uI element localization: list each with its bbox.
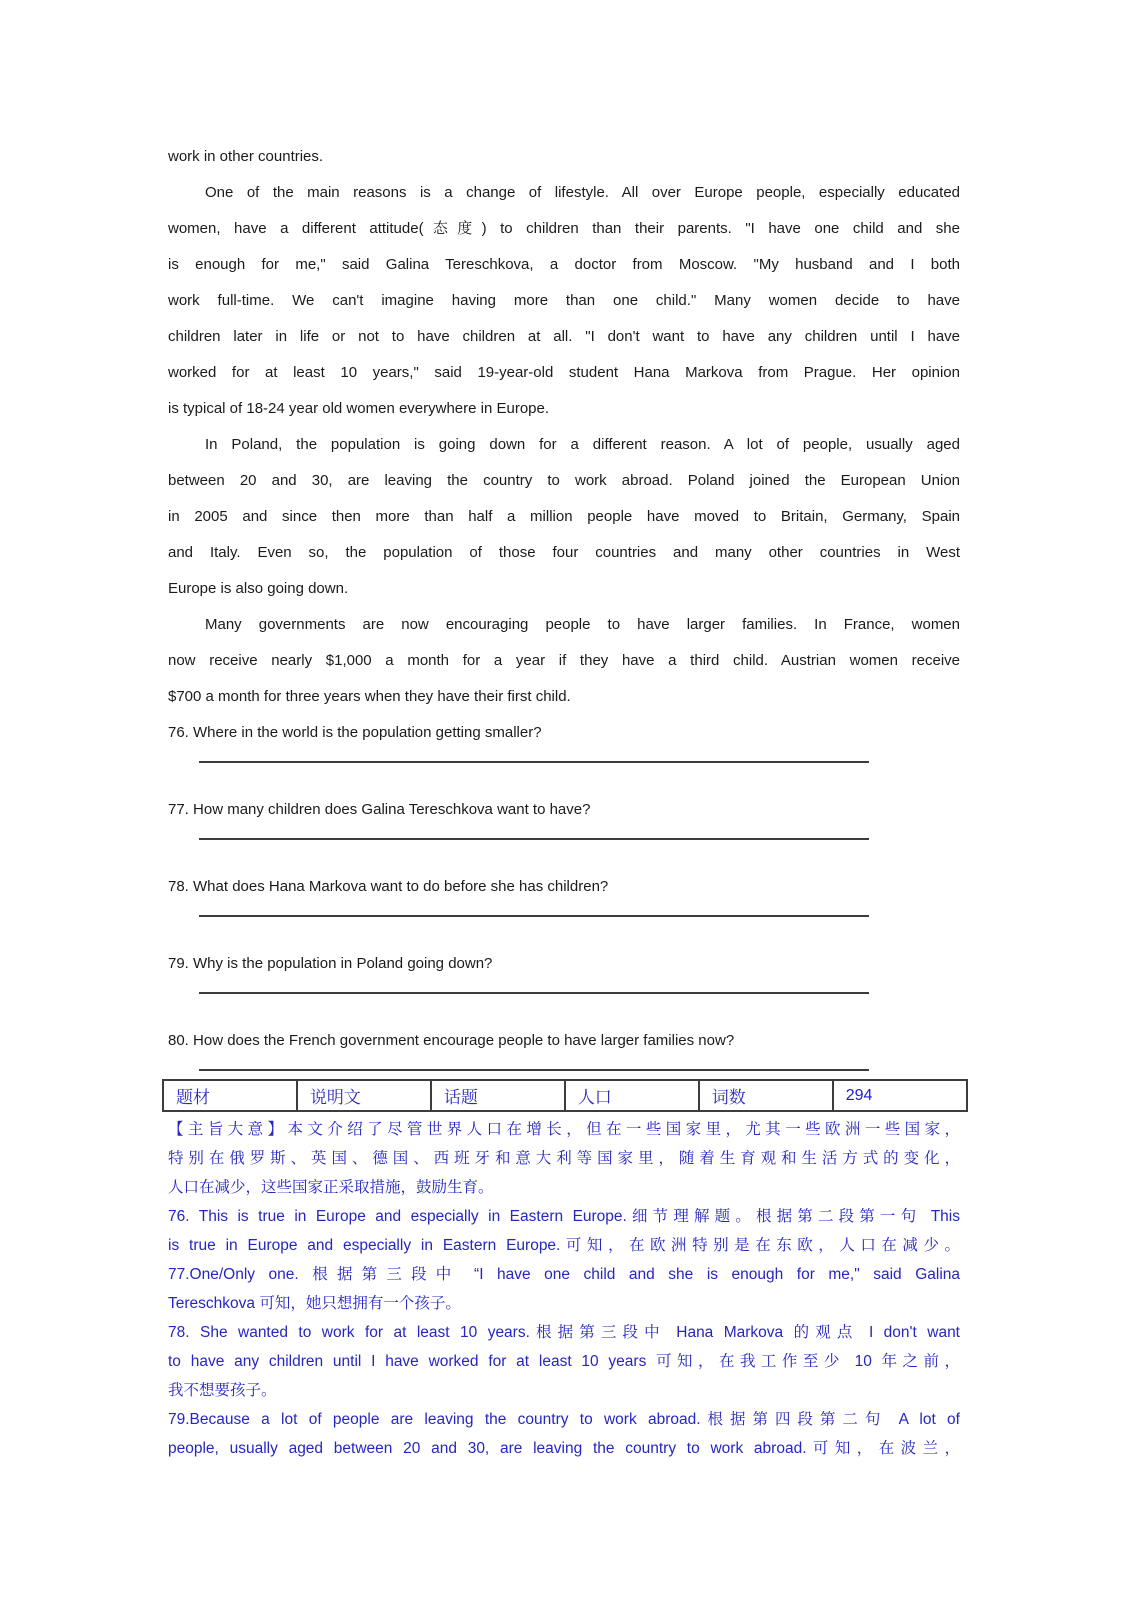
passage-line: $700 a month for three years when they have their first child. <box>168 688 571 705</box>
passage-line: is enough for me," said Galina Tereschkova, a doctor from Moscow. "My husband and I both <box>168 256 960 273</box>
info-table-row <box>163 1080 967 1111</box>
question-block-76 <box>168 715 960 763</box>
passage-line: work full-time. We can't imagine having more than one child." Many women decide to have <box>168 292 960 309</box>
answer-line: 我不想要孩子。 <box>168 1382 277 1399</box>
reading-passage <box>168 139 960 715</box>
answer-line: 77.One/Only one. 根据第三段中 “I have one child and she is enough for me," said Galina <box>168 1266 960 1283</box>
answer-blank-line <box>199 1069 869 1071</box>
passage-line: between 20 and 30, are leaving the country to work abroad. Poland joined the European Union <box>168 472 960 489</box>
answer-line: is true in Europe and especially in Eastern Europe.可知，在欧洲特别是在东欧，人口在减少。 <box>168 1237 960 1254</box>
answer-explanation-78 <box>168 1318 960 1405</box>
question-text: 80. How does the French government encourage people to have larger families now? <box>168 1032 735 1049</box>
analysis-section <box>168 1115 960 1463</box>
passage-line: in 2005 and since then more than half a million people have moved to Britain, Germany, Spain <box>168 508 960 525</box>
question-block-79 <box>168 946 960 994</box>
question-text: 79. Why is the population in Poland going down? <box>168 955 493 972</box>
summary-line: 特别在俄罗斯、英国、德国、西班牙和意大利等国家里，随着生育观和生活方式的变化， <box>168 1150 960 1167</box>
question-text: 78. What does Hana Markova want to do before she has children? <box>168 878 609 895</box>
passage-line: In Poland, the population is going down for a different reason. A lot of people, usually aged <box>205 436 960 453</box>
passage-line: worked for at least 10 years," said 19-year-old student Hana Markova from Prague. Her opinion <box>168 364 960 381</box>
passage-line: women, have a different attitude(态度) to children than their parents. "I have one child and she <box>168 220 960 237</box>
summary-line: 人口在减少，这些国家正采取措施，鼓励生育。 <box>168 1179 494 1196</box>
answer-line: people, usually aged between 20 and 30, are leaving the country to work abroad.可知，在波兰， <box>168 1440 960 1457</box>
answer-line: 78. She wanted to work for at least 10 years.根据第三段中 Hana Markova 的观点 I don't want <box>168 1324 960 1341</box>
passage-line: work in other countries. <box>168 148 324 165</box>
passage-line: Many governments are now encouraging people to have larger families. In France, women <box>205 616 960 633</box>
question-text: 76. Where in the world is the population getting smaller? <box>168 724 542 741</box>
info-table <box>162 1079 968 1112</box>
info-cell-genre-label: 题材 <box>163 1080 297 1111</box>
answer-blank-line <box>199 992 869 994</box>
main-idea-summary <box>168 1115 960 1202</box>
answer-blank-line <box>199 915 869 917</box>
info-cell-topic-value: 人口 <box>565 1080 699 1111</box>
answer-line: 79.Because a lot of people are leaving the country to work abroad.根据第四段第二句 A lot of <box>168 1411 960 1428</box>
answer-line: 76. This is true in Europe and especially in Eastern Europe.细节理解题。根据第二段第一句 This <box>168 1208 960 1225</box>
passage-line: One of the main reasons is a change of lifestyle. All over Europe people, especially educated <box>205 184 960 201</box>
passage-line: now receive nearly $1,000 a month for a year if they have a third child. Austrian women receive <box>168 652 960 669</box>
question-block-78 <box>168 869 960 917</box>
answer-line: Tereschkova 可知，她只想拥有一个孩子。 <box>168 1295 461 1312</box>
passage-line: is typical of 18-24 year old women everywhere in Europe. <box>168 400 550 417</box>
summary-line: 【主旨大意】本文介绍了尽管世界人口在增长，但在一些国家里，尤其一些欧洲一些国家， <box>168 1121 960 1138</box>
question-text: 77. How many children does Galina Tereschkova want to have? <box>168 801 591 818</box>
answer-explanation-77 <box>168 1260 960 1318</box>
info-cell-wordcount-label: 词数 <box>699 1080 833 1111</box>
passage-paragraph <box>168 607 960 715</box>
answer-blank-line <box>199 838 869 840</box>
passage-paragraph <box>168 427 960 607</box>
answer-blank-line <box>199 761 869 763</box>
passage-line: Europe is also going down. <box>168 580 349 597</box>
question-block-77 <box>168 792 960 840</box>
answer-explanation-76 <box>168 1202 960 1260</box>
passage-paragraph <box>168 139 960 175</box>
question-block-80 <box>168 1023 960 1071</box>
info-cell-wordcount-value: 294 <box>833 1080 967 1111</box>
passage-line: and Italy. Even so, the population of those four countries and many other countries in West <box>168 544 960 561</box>
answer-explanation-79 <box>168 1405 960 1463</box>
question-section <box>168 715 960 1071</box>
passage-paragraph <box>168 175 960 427</box>
info-cell-topic-label: 话题 <box>431 1080 565 1111</box>
info-cell-genre-value: 说明文 <box>297 1080 431 1111</box>
answer-line: to have any children until I have worked for at least 10 years 可知，在我工作至少 10 年之前， <box>168 1353 960 1370</box>
passage-line: children later in life or not to have children at all. "I don't want to have any children until I have <box>168 328 960 345</box>
